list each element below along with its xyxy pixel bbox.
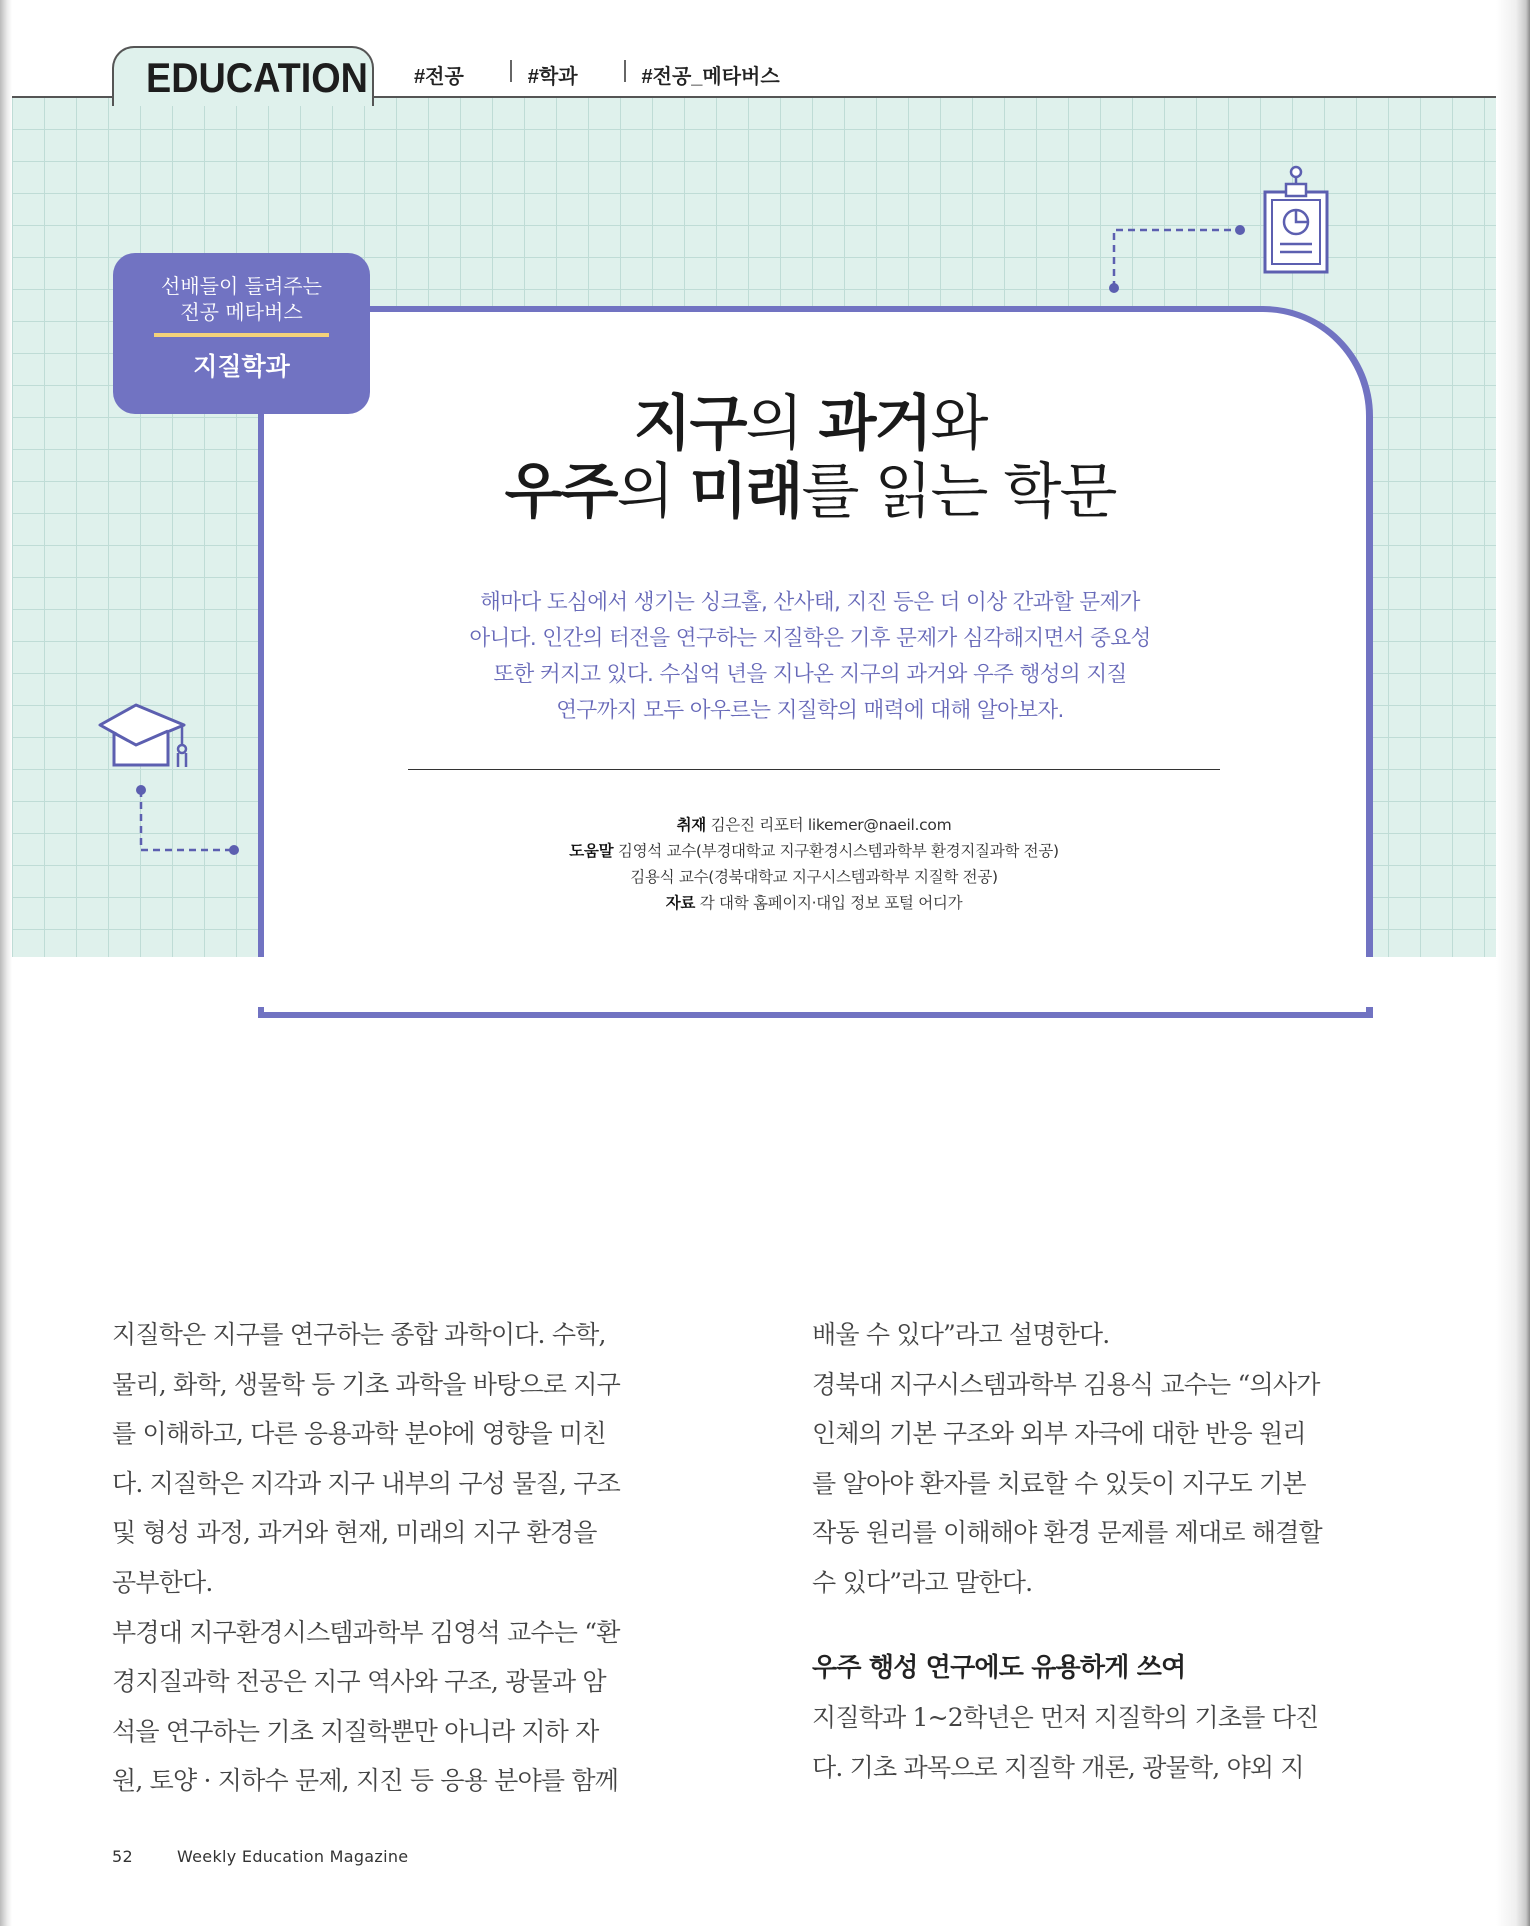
title-line: 지구의 과거와 <box>633 389 987 459</box>
clipboard-chart-icon <box>1110 160 1340 300</box>
body-column-left: 지질학은 지구를 연구하는 종합 과학이다. 수학, 물리, 화학, 생물학 등 기초 과학을 바탕으로 지구 를 이해하고, 다른 응용과학 분야에 영향을 미친 다. 지질학은 지각과 지구 내부의 구성 물질, 구조 및 형성 과정, 과거와 현재, 미래의 지구 환경을 공부한다. 부경대 지구환경시스템과학부 김영석 교수는 “환 경지질과학 전공은 지구 역사와 구조, 광물과 암 석을 연구하는 기초 지질학뿐만 아니라 지하 자 원, 토양 · 지하수 문제, 지진 등 응용 분야를 함께 <box>112 1320 620 1796</box>
magazine-name: Weekly Education Magazine <box>176 1847 409 1866</box>
page-edge-right <box>1496 0 1530 1926</box>
page-footer <box>112 1847 408 1866</box>
tag: #학과 <box>527 66 578 88</box>
credits: 취재 김은진 리포터 likemer@naeil.com 도움말 김영석 교수(부경대학교 지구환경시스템과학부 환경지질과학 전공) 김용식 교수(경북대학교 지구시스템과학부 지질학 전공) 자료 각 대학 홈페이지·대입 정보 포털 어디가 <box>569 816 1059 912</box>
tag-divider <box>624 60 626 82</box>
lead-paragraph: 해마다 도심에서 생기는 싱크홀, 산사태, 지진 등은 더 이상 간과할 문제가 아니다. 인간의 터전을 연구하는 지질학은 기후 문제가 심각해지면서 중요성 또한 커지고 있다. 수십억 년을 지나온 지구의 과거와 우주 행성의 지질 연구까지 모두 아우르는 지질학의 매력에 대해 알아보자. <box>469 590 1151 723</box>
badge-line: 선배들이 들려주는 <box>161 274 322 298</box>
page-number: 52 <box>112 1847 133 1866</box>
tag-divider <box>510 60 512 82</box>
tag: #전공 <box>414 66 464 88</box>
page-edge-left <box>0 0 12 1926</box>
badge-rule <box>154 333 329 337</box>
badge-department: 지질학과 <box>193 352 290 381</box>
article-title <box>330 390 1290 526</box>
badge-line: 전공 메타버스 <box>180 300 303 324</box>
tag-list <box>414 60 780 89</box>
title-line: 우주의 미래를 읽는 학문 <box>504 457 1116 527</box>
graduation-cap-icon <box>96 695 246 855</box>
tag: #전공_메타버스 <box>641 66 780 88</box>
section-label: EDUCATION <box>146 54 368 101</box>
body-column-right: 배울 수 있다”라고 설명한다. 경북대 지구시스템과학부 김용식 교수는 “의사가 인체의 기본 구조와 외부 자극에 대한 반응 원리 를 알아야 환자를 치료할 수 있듯이 지구도 기본 작동 원리를 이해해야 환경 문제를 제대로 해결할 수 있다”라고 말한다. 우주 행성 연구에도 유용하게 쓰여 지질학과 1~2학년은 먼저 지질학의 기초를 다진 다. 기초 과목으로 지질학 개론, 광물학, 야외 지 <box>812 1310 1372 1792</box>
divider <box>408 769 1220 770</box>
section-subheading: 우주 행성 연구에도 유용하게 쓰여 <box>812 1652 1186 1683</box>
